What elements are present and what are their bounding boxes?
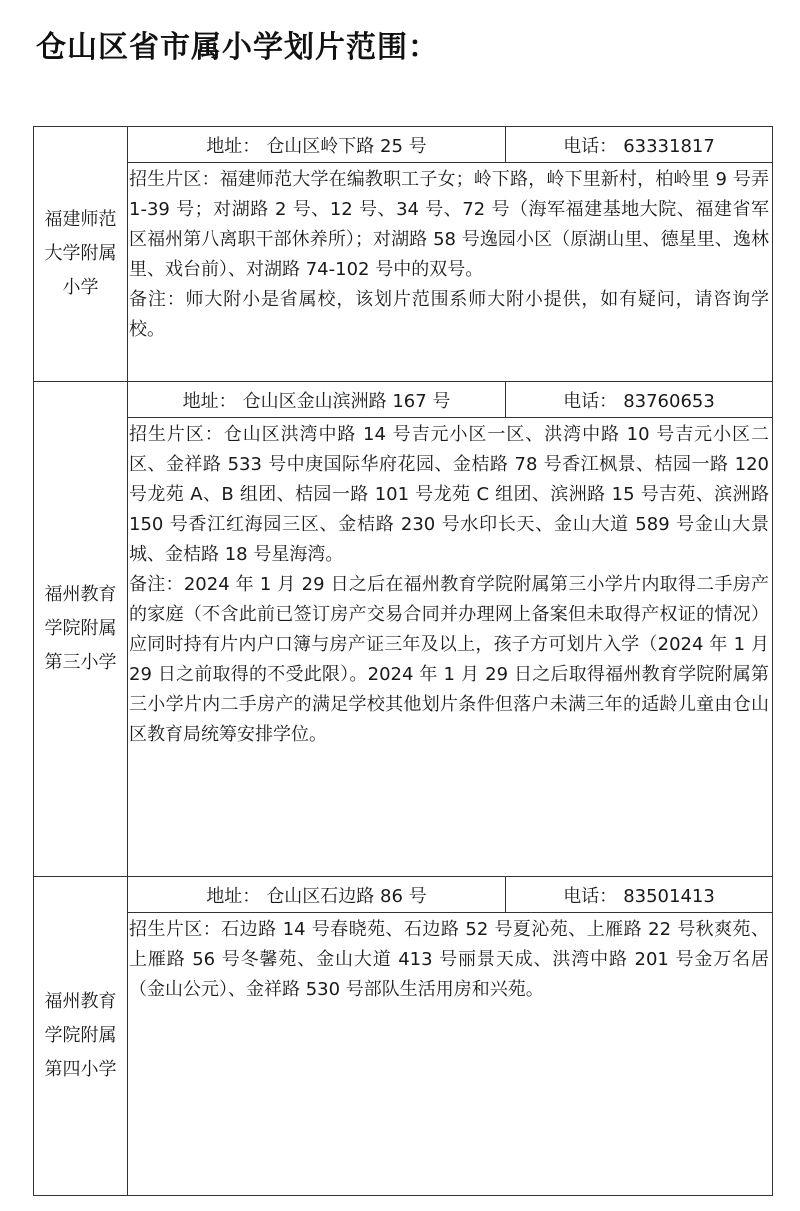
note-text: 备注：2024 年 1 月 29 日之后在福州教育学院附属第三小学片内取得二手房产的家庭（不含此前已签订房产交易合同并办理网上备案但未取得产权证的情况）应同时持有片内户口簿与房产证三年及以上，孩子方可划片入学（2024 年 1 月 29 日之前取得的不受此限）。2024 年 1 月 29 日之后取得福州教育学院附属第三小学片内二手房产的满足学校其他划片条件但落户未满三年的适龄儿童由仓山区教育局统筹安排学位。 [129,574,769,745]
zoning-table [33,126,773,1196]
phone-value: 83760653 [623,390,715,412]
address-value: 仓山区岭下路 25 号 [266,135,427,157]
enrollment-text: 招生片区：仓山区洪湾中路 14 号吉元小区一区、洪湾中路 10 号吉元小区二区、金祥路 533 号中庚国际华府花园、金桔路 78 号香江枫景、桔园一路 120 号龙苑 A、B 组团、桔园一路 101 号龙苑 C 组团、滨洲路 15 号吉苑、滨洲路 150 号香江红海园三区、金桔路 230 号水印长天、金山大道 589 号金山大景城、金桔路 18 号星海湾。 [129,424,769,565]
school-row-body [34,163,773,382]
school-name: 福建师范大学附属小学 [34,127,128,382]
phone-label: 电话： [563,390,618,412]
school-name: 福州教育学院附属第四小学 [34,877,128,1196]
school-row-header [34,127,773,163]
phone-cell [506,127,773,163]
page-title: 仓山区省市属小学划片范围： [36,30,439,65]
enrollment-text: 招生片区：福建师范大学在编教职工子女；岭下路，岭下里新村，柏岭里 9 号弄 1-39 号；对湖路 2 号、12 号、34 号、72 号（海军福建基地大院、福建省军区福州第八离职干部休养所）；对湖路 58 号逸园小区（原湖山里、德星里、逸林里、戏台前）、对湖路 74-102 号中的双号。 [129,169,769,280]
address-label: 地址： [182,390,237,412]
phone-label: 电话： [563,135,618,157]
address-label: 地址： [206,135,261,157]
phone-value: 63331817 [623,135,715,157]
school-row-header [34,877,773,913]
school-row-body [34,418,773,877]
address-cell [128,382,506,418]
phone-value: 83501413 [623,885,715,907]
address-cell [128,127,506,163]
enrollment-cell [128,913,773,1196]
address-value: 仓山区金山滨洲路 167 号 [242,390,451,412]
enrollment-text: 招生片区：石边路 14 号春晓苑、石边路 52 号夏沁苑、上雁路 22 号秋爽苑、上雁路 56 号冬馨苑、金山大道 413 号丽景天成、洪湾中路 201 号金万名居（金山公元）、金祥路 530 号部队生活用房和兴苑。 [129,919,769,1000]
phone-label: 电话： [563,885,618,907]
address-label: 地址： [206,885,261,907]
enrollment-cell [128,418,773,877]
phone-cell [506,382,773,418]
school-row-header [34,382,773,418]
school-row-body [34,913,773,1196]
address-value: 仓山区石边路 86 号 [266,885,427,907]
note-text: 备注：师大附小是省属校，该划片范围系师大附小提供，如有疑问，请咨询学校。 [129,289,769,340]
address-cell [128,877,506,913]
school-name: 福州教育学院附属第三小学 [34,382,128,877]
enrollment-cell [128,163,773,382]
phone-cell [506,877,773,913]
